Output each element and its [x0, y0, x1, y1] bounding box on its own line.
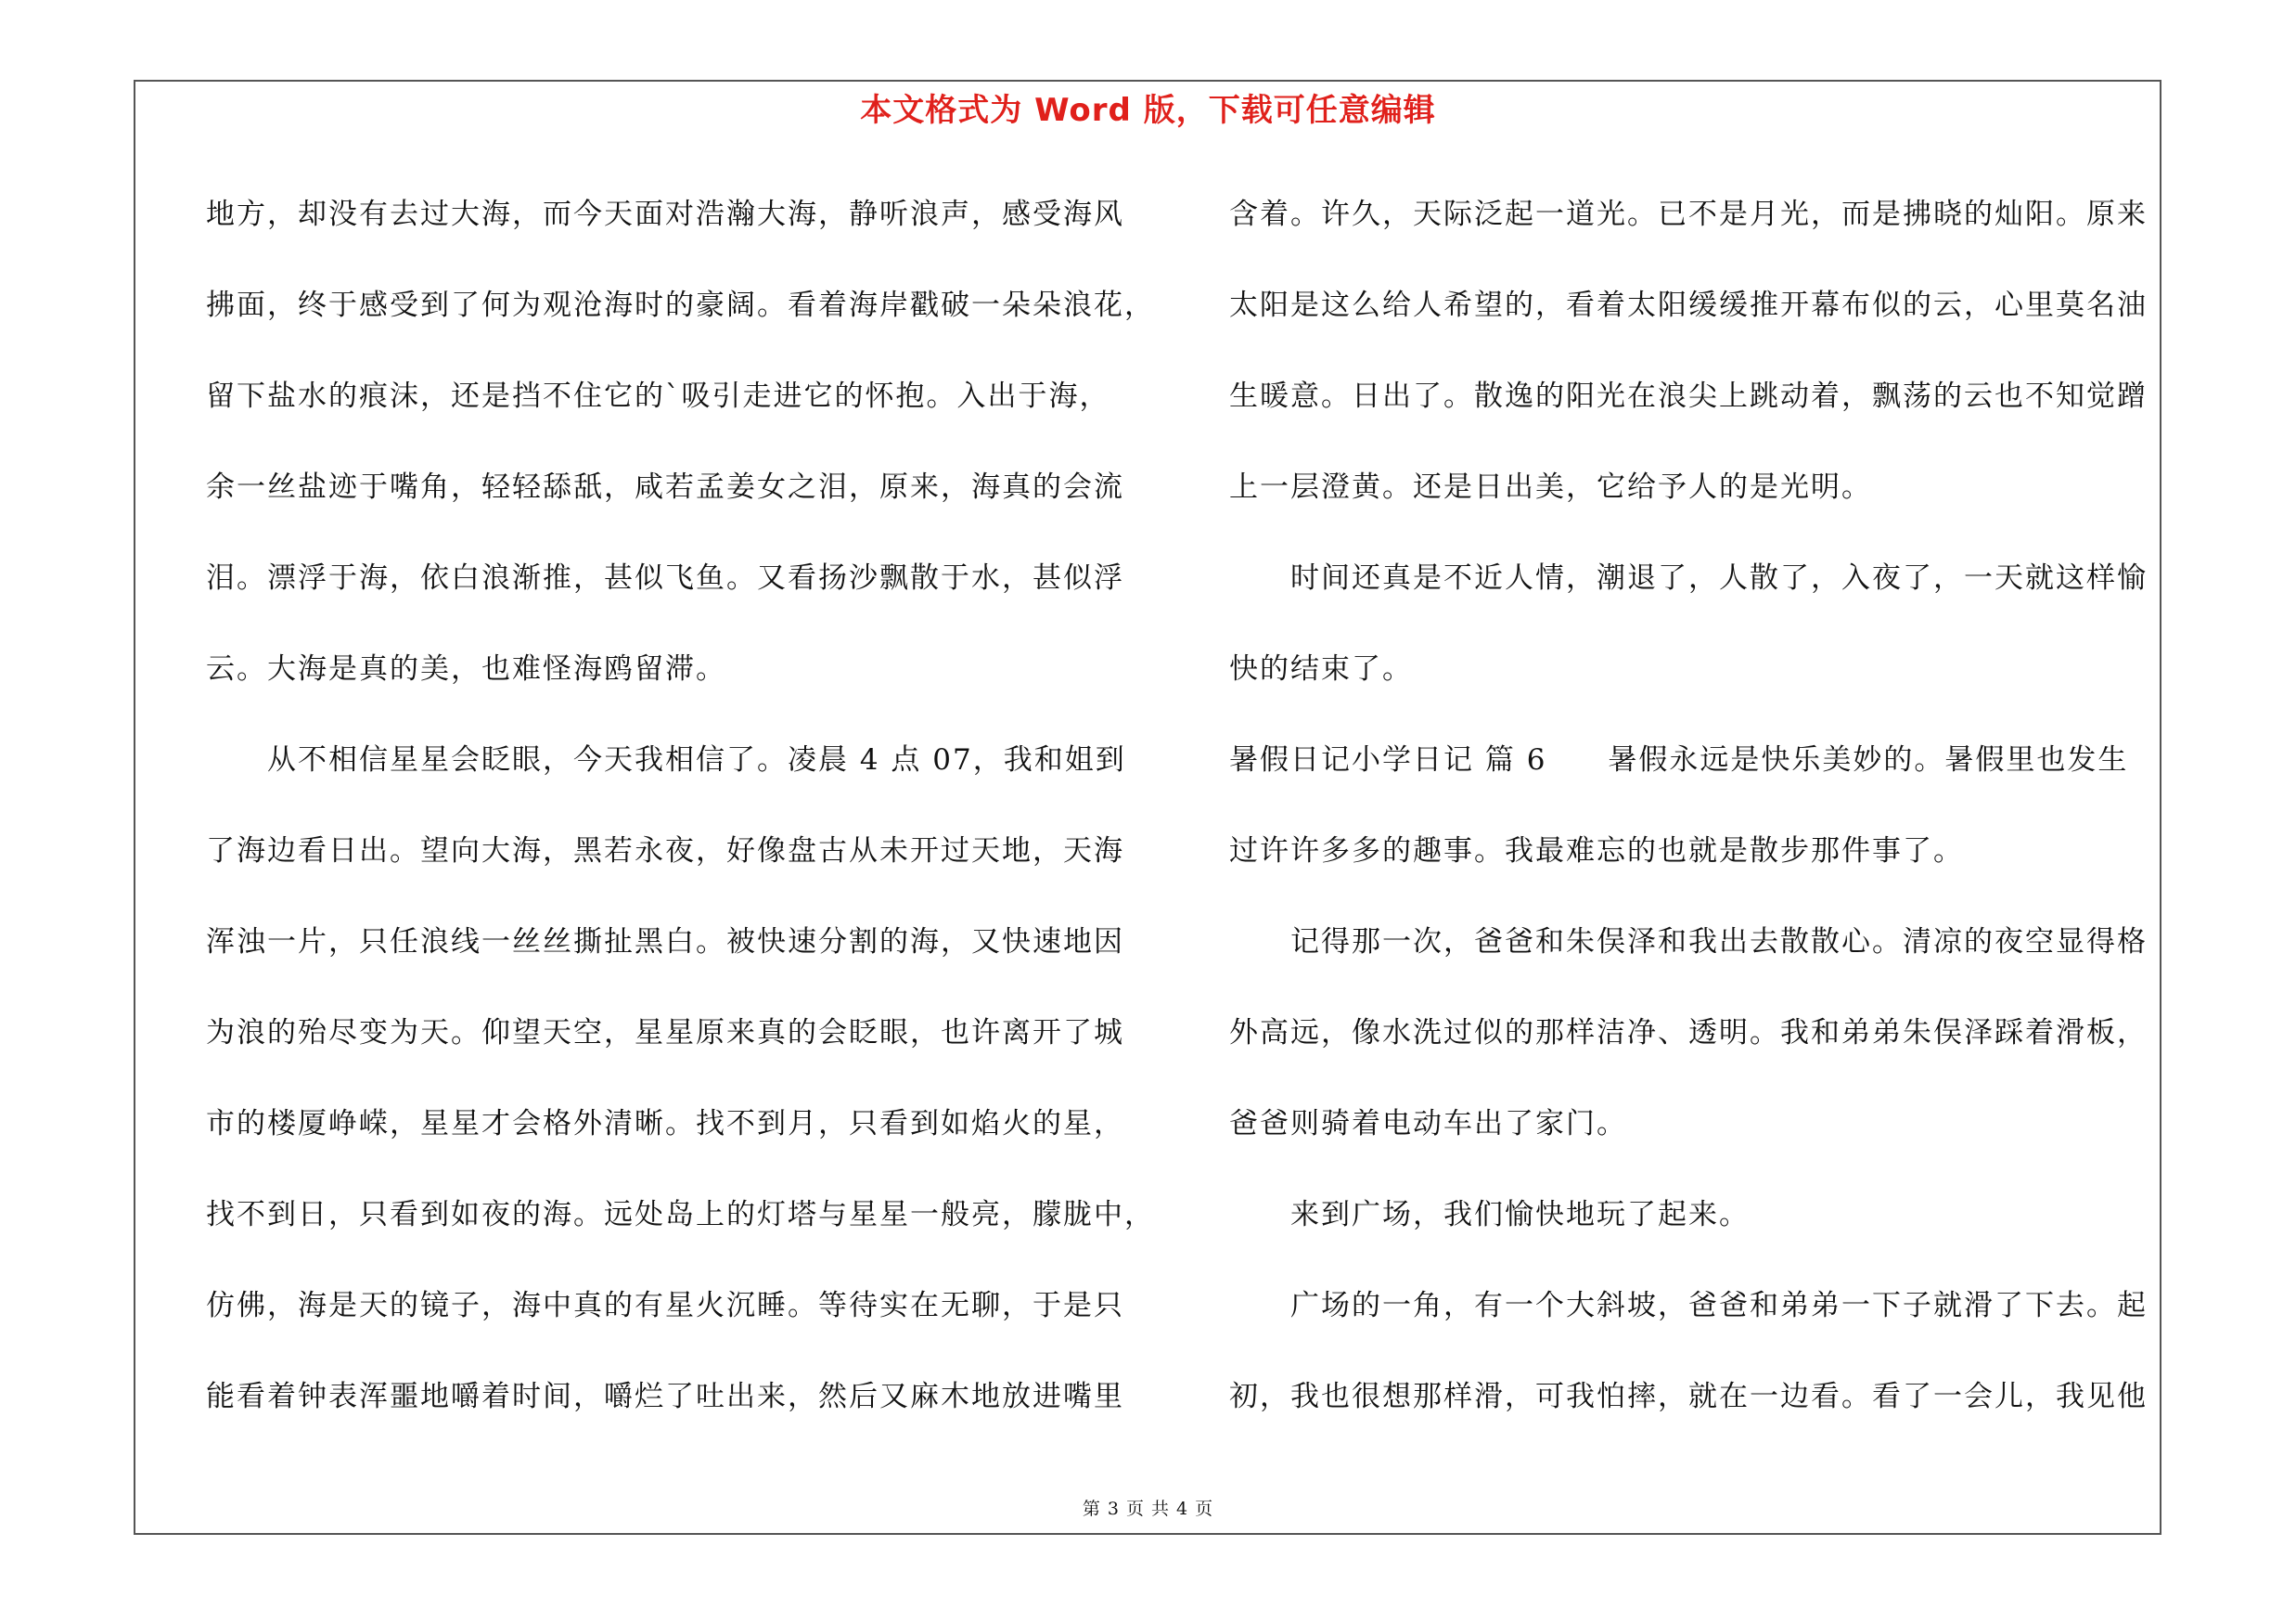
text-line: 记得那一次，爸爸和朱俣泽和我出去散散心。清凉的夜空显得格 — [1229, 925, 2148, 959]
text-line: 暑假日记小学日记 篇 6 暑假永远是快乐美妙的。暑假里也发生 — [1229, 743, 2129, 777]
text-line: 从不相信星星会眨眼，今天我相信了。凌晨 4 点 07，我和姐到 — [206, 743, 1126, 777]
page-number-footer: 第 3 页 共 4 页 — [1082, 1499, 1214, 1519]
text-line: 市的楼厦峥嵘，星星才会格外清晰。找不到月，只看到如焰火的星， — [206, 1107, 1124, 1140]
text-line: 找不到日，只看到如夜的海。远处岛上的灯塔与星星一般亮，朦胧中， — [206, 1198, 1155, 1231]
right-column — [1229, 182, 2166, 1455]
text-line: 爸爸则骑着电动车出了家门。 — [1229, 1107, 1627, 1140]
text-line: 云。大海是真的美，也难怪海鸥留滞。 — [206, 652, 726, 686]
text-line: 广场的一角，有一个大斜坡，爸爸和弟弟一下子就滑了下去。起 — [1229, 1289, 2148, 1322]
left-column — [206, 182, 1155, 1455]
text-line: 来到广场，我们愉快地玩了起来。 — [1229, 1198, 1750, 1231]
text-line: 时间还真是不近人情，潮退了，人散了，入夜了，一天就这样愉 — [1229, 561, 2148, 595]
text-line: 快的结束了。 — [1229, 652, 1413, 686]
text-line: 为浪的殆尽变为天。仰望天空，星星原来真的会眨眼，也许离开了城 — [206, 1016, 1124, 1050]
banner-text-after: 版，下载可任意编辑 — [1131, 92, 1436, 129]
text-line: 上一层澄黄。还是日出美，它给予人的是光明。 — [1229, 470, 1872, 504]
text-line: 仿佛，海是天的镜子，海中真的有星火沉睡。等待实在无聊，于是只 — [206, 1289, 1124, 1322]
banner-brand: Word — [1034, 92, 1132, 129]
text-line: 能看着钟表浑噩地嚼着时间，嚼烂了吐出来，然后又麻木地放进嘴里 — [206, 1380, 1124, 1413]
text-line: 浑浊一片，只任浪线一丝丝撕扯黑白。被快速分割的海，又快速地因 — [206, 925, 1124, 959]
text-line: 太阳是这么给人希望的，看着太阳缓缓推开幕布似的云，心里莫名油 — [1229, 289, 2148, 322]
text-line: 生暖意。日出了。散逸的阳光在浪尖上跳动着，飘荡的云也不知觉蹭 — [1229, 380, 2148, 413]
banner-text-before: 本文格式为 — [860, 92, 1035, 129]
text-line: 外高远，像水洗过似的那样洁净、透明。我和弟弟朱俣泽踩着滑板， — [1229, 1016, 2148, 1050]
text-line: 留下盐水的痕沫，还是挡不住它的`吸引走进它的怀抱。入出于海， — [206, 380, 1110, 413]
text-line: 地方，却没有去过大海，而今天面对浩瀚大海，静听浪声，感受海风 — [206, 198, 1124, 231]
text-line: 余一丝盐迹于嘴角，轻轻舔舐，咸若孟姜女之泪，原来，海真的会流 — [206, 470, 1124, 504]
text-line: 初，我也很想那样滑，可我怕摔，就在一边看。看了一会儿，我见他 — [1229, 1380, 2148, 1413]
text-line: 了海边看日出。望向大海，黑若永夜，好像盘古从未开过天地，天海 — [206, 834, 1124, 868]
text-line: 过许许多多的趣事。我最难忘的也就是散步那件事了。 — [1229, 834, 1964, 868]
text-line: 含着。许久，天际泛起一道光。已不是月光，而是拂晓的灿阳。原来 — [1229, 198, 2148, 231]
document-banner — [0, 91, 2296, 130]
text-line: 拂面，终于感受到了何为观沧海时的豪阔。看着海岸戳破一朵朵浪花， — [206, 289, 1155, 322]
text-line: 泪。漂浮于海，依白浪渐推，甚似飞鱼。又看扬沙飘散于水，甚似浮 — [206, 561, 1124, 595]
